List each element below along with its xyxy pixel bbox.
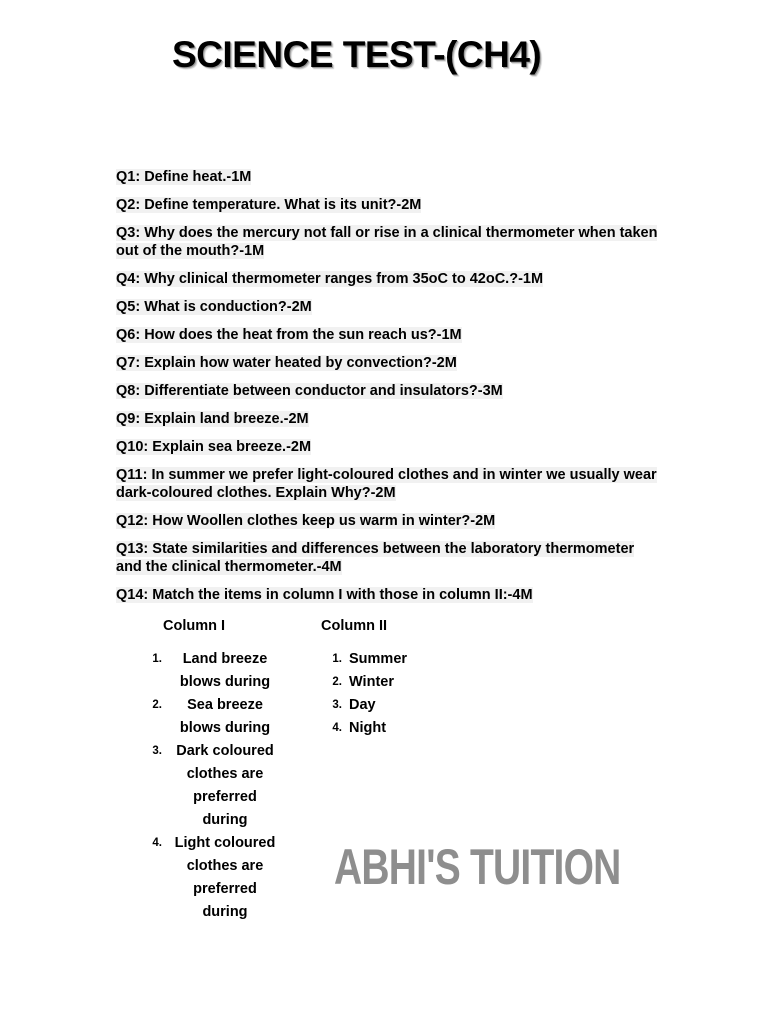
- page-title: SCIENCE TEST-(CH4): [172, 34, 542, 75]
- question-10: Q10: Explain sea breeze.-2M: [116, 439, 312, 455]
- item-number: 2.: [332, 676, 342, 688]
- question-13: Q13: State similarities and differences between the laboratory thermometer and the clinical thermometer.-4M: [116, 541, 635, 575]
- item-number: 1.: [332, 653, 342, 665]
- question-1: Q1: Define heat.-1M: [116, 169, 252, 185]
- question-4: Q4: Why clinical thermometer ranges from 35oC to 42oC.?-1M: [116, 271, 544, 287]
- watermark: ABHI'S TUITION: [334, 839, 621, 895]
- item-text: Sea breeze blows during: [179, 697, 271, 736]
- item-number: 1.: [152, 653, 162, 665]
- question-14: Q14: Match the items in column I with those in column II:-4M: [116, 587, 533, 603]
- column-2-item: [318, 648, 438, 671]
- item-number: 3.: [152, 745, 162, 757]
- question-2: Q2: Define temperature. What is its unit?-2M: [116, 197, 422, 213]
- question-12: Q12: How Woollen clothes keep us warm in winter?-2M: [116, 513, 496, 529]
- question-5: Q5: What is conduction?-2M: [116, 299, 312, 315]
- item-text: Summer: [349, 651, 408, 667]
- question-7: Q7: Explain how water heated by convection?-2M: [116, 355, 457, 371]
- item-number: 4.: [332, 722, 342, 734]
- column-2-item: [318, 694, 438, 717]
- column-1-item: [138, 694, 298, 740]
- item-text: Night: [349, 720, 387, 736]
- question-8: Q8: Differentiate between conductor and insulators?-3M: [116, 383, 503, 399]
- question-list: [116, 168, 661, 614]
- question-6: Q6: How does the heat from the sun reach us?-1M: [116, 327, 462, 343]
- column-1-item: [138, 648, 298, 694]
- item-text: Land breeze blows during: [179, 651, 271, 690]
- item-text: Winter: [349, 674, 394, 690]
- item-number: 4.: [152, 837, 162, 849]
- column-1-heading: Column I: [163, 618, 226, 634]
- question-9: Q9: Explain land breeze.-2M: [116, 411, 309, 427]
- column-2-list: [318, 648, 438, 740]
- column-2-heading: Column II: [321, 618, 388, 634]
- item-text: Light coloured clothes are preferred during: [174, 835, 276, 920]
- question-11: Q11: In summer we prefer light-coloured clothes and in winter we usually wear dark-coloured clothes. Explain Why?-2M: [116, 467, 657, 501]
- item-number: 2.: [152, 699, 162, 711]
- item-text: Dark coloured clothes are preferred during: [176, 743, 274, 828]
- column-2-item: [318, 717, 438, 740]
- column-1-list: [138, 648, 298, 924]
- column-1-item: [138, 832, 298, 924]
- item-number: 3.: [332, 699, 342, 711]
- column-1-item: [138, 740, 298, 832]
- item-text: Day: [349, 697, 376, 713]
- column-2-item: [318, 671, 438, 694]
- question-3: Q3: Why does the mercury not fall or rise in a clinical thermometer when taken out of the mouth?-1M: [116, 225, 658, 259]
